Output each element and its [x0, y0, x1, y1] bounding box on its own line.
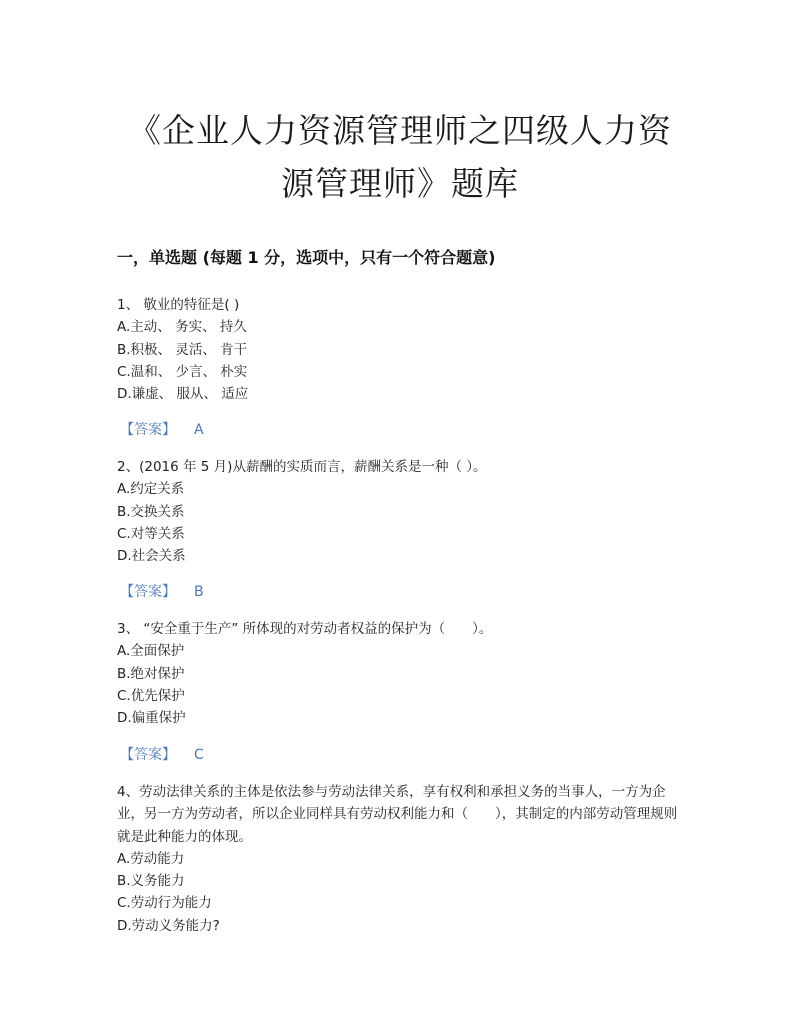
question-2 — [117, 456, 687, 567]
option-b: B.交换关系 — [117, 503, 185, 520]
answer-1 — [120, 419, 204, 441]
option-c: C.对等关系 — [117, 525, 185, 542]
option-c: C.劳动行为能力 — [117, 895, 212, 912]
question-stem: 4、劳动法律关系的主体是依法参与劳动法律关系，享有权利和承担义务的当事人，一方为企业，另一方为劳动者，所以企业同样具有劳动权利能力和（ ），其制定的内部劳动管理规则就是此种能力的体现。 — [117, 784, 678, 845]
option-c: C.优先保护 — [117, 687, 185, 704]
option-d: D.偏重保护 — [117, 710, 186, 727]
question-1 — [117, 294, 687, 405]
option-b: B.义务能力 — [117, 873, 185, 890]
answer-3 — [120, 744, 204, 766]
answer-2 — [120, 581, 204, 603]
answer-label: 【答案】 — [120, 747, 176, 763]
section-heading: 一，单选题 (每题 1 分，选项中，只有一个符合题意) — [117, 248, 496, 267]
option-d: D.社会关系 — [117, 548, 186, 565]
option-d: D.劳动义务能力? — [117, 917, 220, 934]
option-a: A.全面保护 — [117, 643, 185, 660]
option-a: A.约定关系 — [117, 481, 185, 498]
option-a: A.主动、 务实、 持久 — [117, 319, 247, 336]
title-line-2: 源管理师》题库 — [281, 164, 519, 203]
option-c: C.温和、 少言、 朴实 — [117, 363, 248, 380]
option-a: A.劳动能力 — [117, 850, 185, 867]
answer-label: 【答案】 — [120, 422, 176, 438]
answer-label: 【答案】 — [120, 584, 176, 600]
option-d: D.谦虚、 服从、 适应 — [117, 386, 249, 403]
answer-value: A — [194, 422, 204, 438]
answer-value: C — [194, 747, 204, 763]
option-b: B.积极、 灵活、 肯干 — [117, 341, 248, 358]
document-title — [60, 104, 740, 210]
question-stem: 1、 敬业的特征是( ) — [117, 297, 240, 313]
question-3 — [117, 618, 687, 729]
title-line-1: 《企业人力资源管理师之四级人力资 — [128, 111, 672, 150]
question-stem: 2、(2016 年 5 月)从薪酬的实质而言，薪酬关系是一种（ ）。 — [117, 459, 487, 475]
answer-value: B — [194, 584, 204, 600]
question-stem: 3、 “安全重于生产” 所体现的对劳动者权益的保护为（ ）。 — [117, 621, 493, 637]
option-b: B.绝对保护 — [117, 665, 185, 682]
question-4 — [117, 781, 683, 937]
